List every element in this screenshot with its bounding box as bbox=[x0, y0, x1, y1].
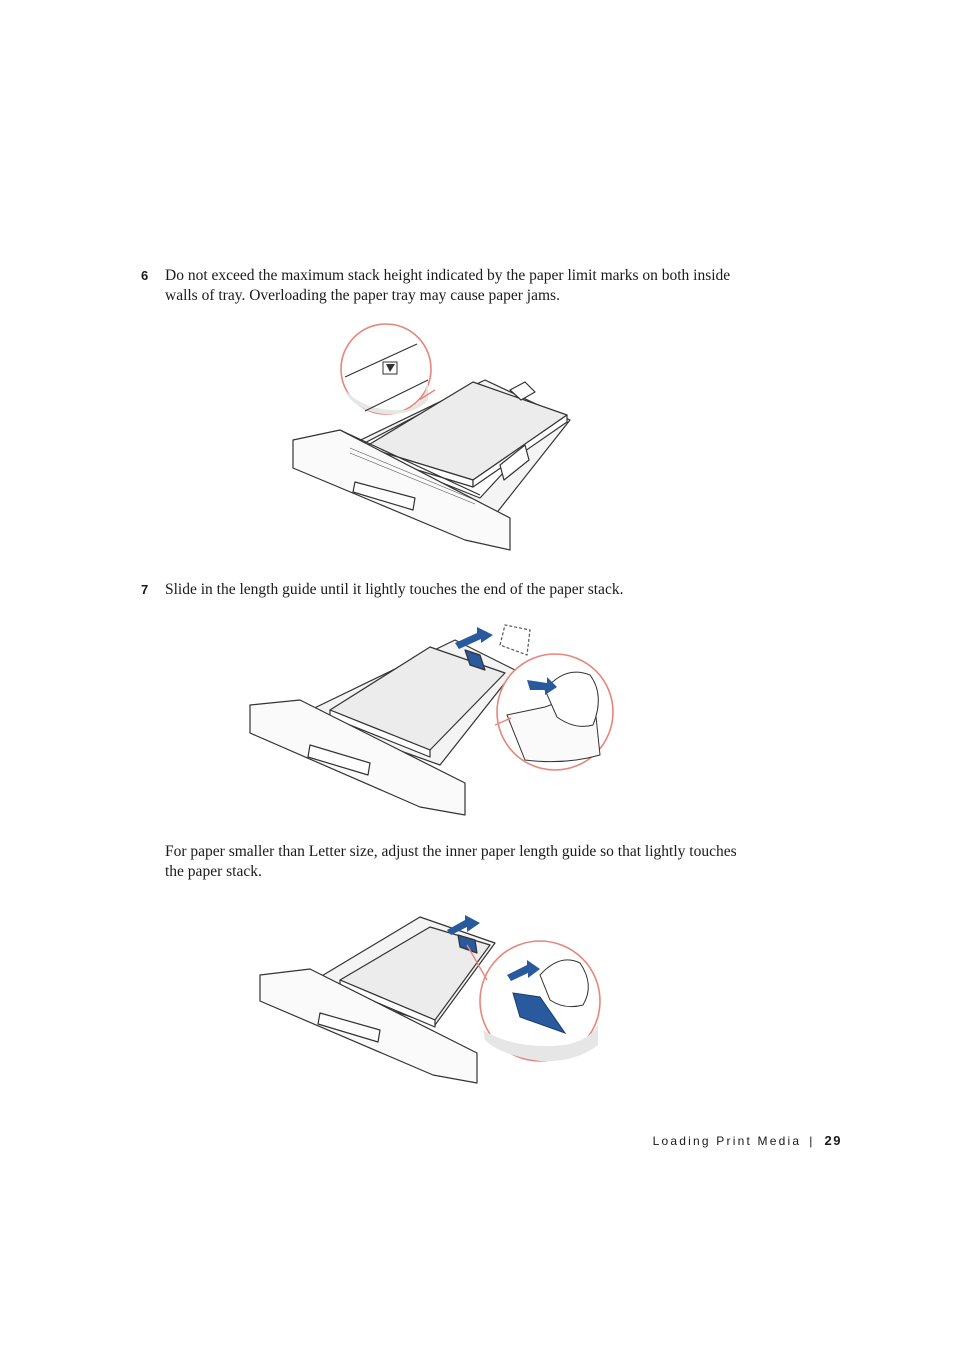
page-number: 29 bbox=[824, 1133, 842, 1148]
paper-limit-figure bbox=[285, 320, 585, 555]
step-6 bbox=[141, 266, 761, 306]
step-text: Do not exceed the maximum stack height indicated by the paper limit marks on both inside walls of tray. Overloading the paper tray may cause paper jams. bbox=[165, 267, 731, 304]
footer-separator: | bbox=[809, 1134, 815, 1148]
section-title: Loading Print Media bbox=[652, 1134, 802, 1148]
step-number: 6 bbox=[141, 268, 149, 283]
page-footer bbox=[653, 1133, 842, 1148]
inner-guide-figure bbox=[255, 905, 605, 1090]
step-number: 7 bbox=[141, 582, 149, 597]
length-guide-figure bbox=[245, 615, 617, 820]
step-7 bbox=[141, 580, 761, 600]
step-text: Slide in the length guide until it lightly touches the end of the paper stack. bbox=[165, 581, 624, 598]
note-paragraph: For paper smaller than Letter size, adjust the inner paper length guide so that lightly touches the paper stack. bbox=[165, 843, 737, 880]
